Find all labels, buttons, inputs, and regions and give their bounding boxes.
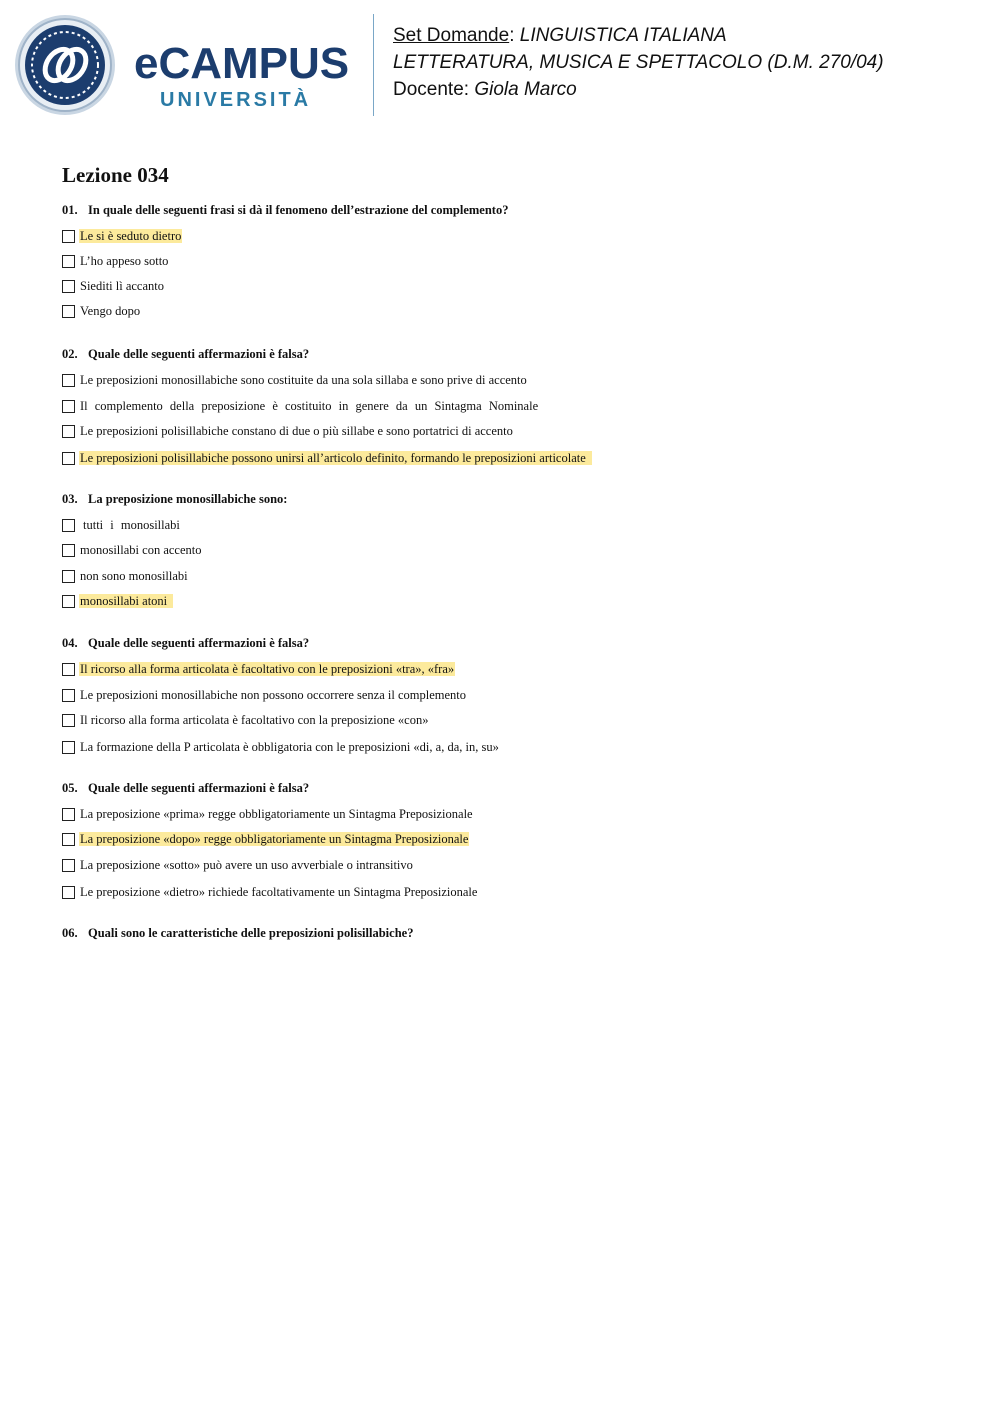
question-number: 01. (62, 203, 78, 217)
question-05 (62, 780, 309, 796)
option-text: L’ho appeso sotto (80, 254, 169, 268)
option-text: Siediti lì accanto (80, 279, 165, 293)
option-04-a[interactable] (62, 660, 455, 678)
option-text: Il ricorso alla forma articolata è facoltativo con le preposizioni «tra», «fra» (80, 662, 455, 676)
checkbox[interactable] (62, 886, 75, 899)
question-06 (62, 925, 413, 941)
option-05-b[interactable] (62, 830, 469, 848)
course-row (393, 22, 884, 49)
option-text: Le si è seduto dietro (80, 229, 182, 243)
checkbox[interactable] (62, 280, 75, 293)
ecampus-seal-logo (14, 14, 116, 121)
checkbox[interactable] (62, 833, 75, 846)
teacher-row (393, 76, 884, 103)
checkbox[interactable] (62, 519, 75, 532)
question-03 (62, 491, 287, 507)
question-number: 02. (62, 347, 78, 361)
option-text: tutti i monosillabi (83, 518, 180, 532)
program-name: LETTERATURA, MUSICA E SPETTACOLO (D.M. 270/04) (393, 52, 884, 73)
lesson-title: Lezione 034 (62, 163, 169, 187)
option-text: Le preposizione «dietro» richiede facoltativamente un Sintagma Preposizionale (80, 885, 478, 899)
checkbox[interactable] (62, 714, 75, 727)
option-text: La preposizione «sotto» può avere un uso avverbiale o intransitivo (80, 858, 413, 872)
option-02-d[interactable] (62, 449, 592, 467)
option-text: Il ricorso alla forma articolata è facoltativo con la preposizione «con» (80, 713, 429, 727)
question-number: 05. (62, 781, 78, 795)
checkbox[interactable] (62, 400, 75, 413)
option-01-a[interactable] (62, 227, 182, 245)
course-info (393, 22, 884, 103)
question-text: Quale delle seguenti affermazioni è falsa? (88, 347, 310, 361)
option-01-b[interactable] (62, 252, 169, 270)
option-text: non sono monosillabi (80, 569, 188, 583)
set-label: Set Domande (393, 25, 510, 46)
option-05-d[interactable] (62, 883, 478, 901)
checkbox[interactable] (62, 452, 75, 465)
option-text: Le preposizioni monosillabiche non possono occorrere senza il complemento (80, 688, 466, 702)
checkbox[interactable] (62, 663, 75, 676)
option-text: Le preposizioni polisillabiche possono unirsi all’articolo definito, formando le preposizioni articolate (79, 451, 592, 465)
checkbox[interactable] (62, 808, 75, 821)
question-number: 03. (62, 492, 78, 506)
course-name: LINGUISTICA ITALIANA (519, 25, 727, 46)
checkbox[interactable] (62, 374, 75, 387)
set-separator: : (509, 25, 515, 46)
option-text: Le preposizioni polisillabiche constano di due o più sillabe e sono portatrici di accento (80, 424, 513, 438)
option-03-c[interactable] (62, 567, 189, 585)
option-03-d[interactable] (62, 592, 173, 610)
option-01-d[interactable] (62, 302, 141, 320)
option-05-c[interactable] (62, 856, 414, 874)
checkbox[interactable] (62, 859, 75, 872)
option-02-c[interactable] (62, 422, 514, 440)
question-number: 04. (62, 636, 78, 650)
option-04-b[interactable] (62, 686, 467, 704)
teacher-label: Docente: (393, 79, 470, 100)
option-text: monosillabi atoni (79, 594, 173, 608)
checkbox[interactable] (62, 544, 75, 557)
option-01-c[interactable] (62, 277, 165, 295)
option-text: Vengo dopo (80, 304, 141, 318)
option-text: Le preposizioni monosillabiche sono costituite da una sola sillaba e sono prive di accento (80, 373, 527, 387)
question-number: 06. (62, 926, 78, 940)
option-05-a[interactable] (62, 805, 474, 823)
question-text: Quale delle seguenti affermazioni è falsa? (88, 781, 310, 795)
question-01 (62, 202, 508, 218)
question-text: Quale delle seguenti affermazioni è falsa? (88, 636, 310, 650)
checkbox[interactable] (62, 570, 75, 583)
checkbox[interactable] (62, 425, 75, 438)
option-03-a[interactable] (62, 516, 181, 534)
option-text: monosillabi con accento (80, 543, 202, 557)
checkbox[interactable] (62, 689, 75, 702)
option-text: La formazione della P articolata è obbligatoria con le preposizioni «di, a, da, in, su» (80, 740, 499, 754)
question-text: In quale delle seguenti frasi si dà il fenomeno dell’estrazione del complemento? (88, 203, 509, 217)
checkbox[interactable] (62, 741, 75, 754)
question-04 (62, 635, 309, 651)
header-divider (373, 14, 374, 116)
option-text: La preposizione «prima» regge obbligatoriamente un Sintagma Preposizionale (80, 807, 473, 821)
teacher-name: Giola Marco (474, 79, 577, 100)
option-04-c[interactable] (62, 711, 429, 729)
option-04-d[interactable] (62, 738, 500, 756)
option-text: Il complemento della preposizione è costituito in genere da un Sintagma Nominale (80, 399, 539, 413)
option-02-a[interactable] (62, 371, 528, 389)
option-03-b[interactable] (62, 541, 203, 559)
checkbox[interactable] (62, 305, 75, 318)
question-text: La preposizione monosillabiche sono: (88, 492, 288, 506)
checkbox[interactable] (62, 255, 75, 268)
checkbox[interactable] (62, 595, 75, 608)
question-text: Quali sono le caratteristiche delle preposizioni polisillabiche? (88, 926, 414, 940)
question-02 (62, 346, 309, 362)
document-header (0, 0, 1000, 130)
option-text: La preposizione «dopo» regge obbligatoriamente un Sintagma Preposizionale (80, 832, 469, 846)
brand-name: eCAMPUS (134, 39, 350, 88)
brand-subtitle: UNIVERSITÀ (160, 89, 312, 111)
option-02-b[interactable] (62, 397, 539, 415)
checkbox[interactable] (62, 230, 75, 243)
